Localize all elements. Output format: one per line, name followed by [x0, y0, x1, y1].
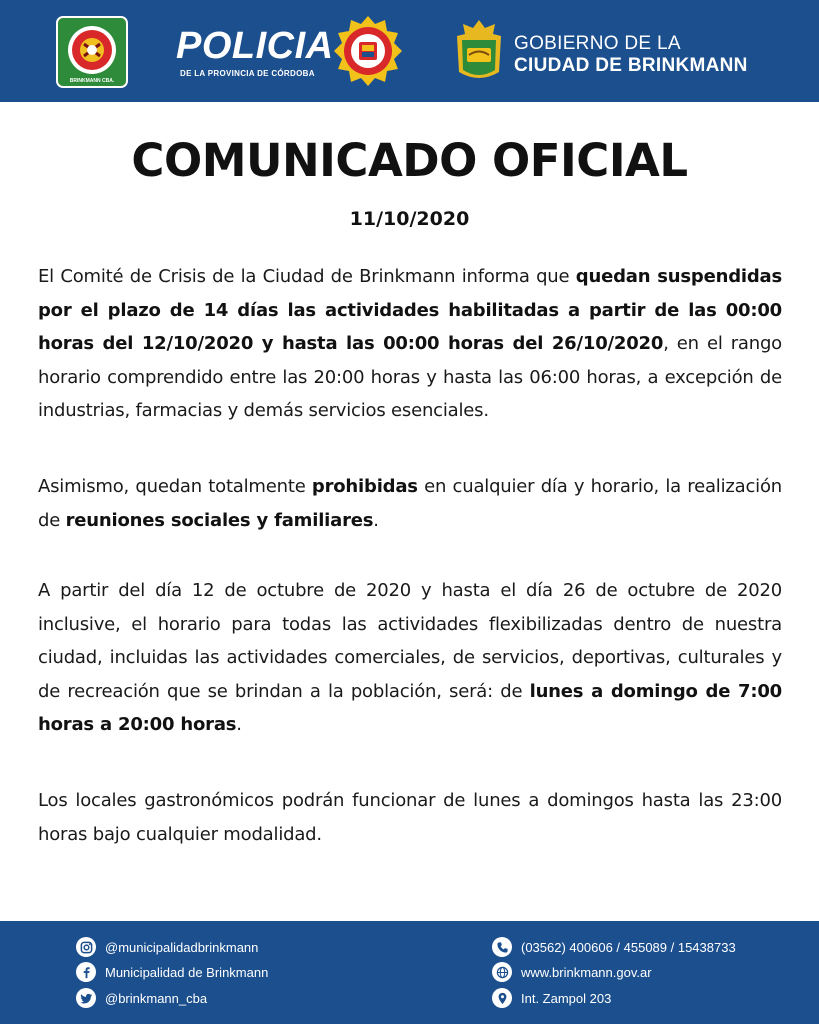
gobierno-line1: GOBIERNO DE LA — [514, 33, 681, 54]
footer-web[interactable] — [492, 961, 652, 983]
p3-text-a: A partir del día 12 de octubre de 2020 y hasta el día 26 de octubre de 2020 inclusive, el horario para todas las actividades flexibilizadas dentro de nuestra ciudad, incluidas las actividades comerciales, de servicios, deportivas, culturales y de recreación que se brindan a la población, será: de — [38, 580, 782, 702]
footer-facebook[interactable] — [76, 961, 268, 983]
footer-instagram[interactable] — [76, 936, 258, 958]
twitter-icon — [76, 988, 96, 1008]
globe-icon — [492, 962, 512, 982]
phone-icon — [492, 937, 512, 957]
p3-bold-horario: lunes a domingo de 7:00 horas a 20:00 horas — [38, 680, 782, 735]
paragraph-3 — [38, 574, 782, 742]
p1-bold-suspension: quedan suspendidas por el plazo de 14 días las actividades habilitadas a partir de las 00:00 horas del 12/10/2020 y hasta las 00:00 horas del 26/10/2020 — [38, 266, 783, 354]
instagram-icon — [76, 937, 96, 957]
bomberos-voluntarios-logo — [56, 16, 128, 88]
p2-bold-reuniones: reuniones sociales y familiares — [65, 509, 374, 531]
header-banner — [0, 0, 819, 102]
p2-text-e: . — [373, 509, 379, 531]
footer-address[interactable] — [492, 987, 611, 1009]
document-title: COMUNICADO OFICIAL — [131, 134, 688, 187]
footer-twitter[interactable] — [76, 987, 207, 1009]
policia-seal-logo — [333, 14, 403, 90]
website-url: www.brinkmann.gov.ar — [521, 964, 652, 980]
document-date: 11/10/2020 — [349, 208, 470, 230]
footer-banner — [0, 921, 819, 1024]
paragraph-2 — [38, 470, 782, 537]
twitter-handle: @brinkmann_cba — [105, 990, 208, 1006]
street-address: Int. Zampol 203 — [521, 990, 612, 1006]
phone-numbers: (03562) 400606 / 455089 / 15438733 — [521, 939, 736, 955]
p2-bold-prohibidas: prohibidas — [311, 476, 418, 497]
brinkmann-shield-logo — [455, 18, 503, 82]
policia-title: POLICIA — [176, 25, 334, 67]
location-pin-icon — [492, 988, 512, 1008]
policia-subtitle: DE LA PROVINCIA DE CÓRDOBA — [180, 69, 315, 78]
footer-phone[interactable] — [492, 936, 736, 958]
p1-text-a: El Comité de Crisis de la Ciudad de Brinkmann informa que — [38, 266, 576, 287]
p3-text-c: . — [236, 714, 242, 735]
facebook-icon — [76, 962, 96, 982]
instagram-handle: @municipalidadbrinkmann — [105, 939, 259, 955]
p2-text-c: en cualquier día y horario, la realización de — [38, 476, 782, 531]
p2-text-a: Asimismo, quedan totalmente — [38, 476, 312, 497]
bomberos-logo-text: BRINKMANN CBA. — [69, 78, 115, 84]
p1-text-c: , en el rango horario comprendido entre las 20:00 horas y hasta las 06:00 horas, a excepción de industrias, farmacias y demás servicios esenciales. — [38, 333, 782, 421]
gobierno-line2: CIUDAD DE BRINKMANN — [514, 55, 748, 76]
paragraph-4: Los locales gastronómicos podrán funcionar de lunes a domingos hasta las 23:00 horas bajo cualquier modalidad. — [38, 790, 782, 845]
facebook-name: Municipalidad de Brinkmann — [105, 964, 269, 980]
paragraph-1 — [38, 260, 782, 428]
